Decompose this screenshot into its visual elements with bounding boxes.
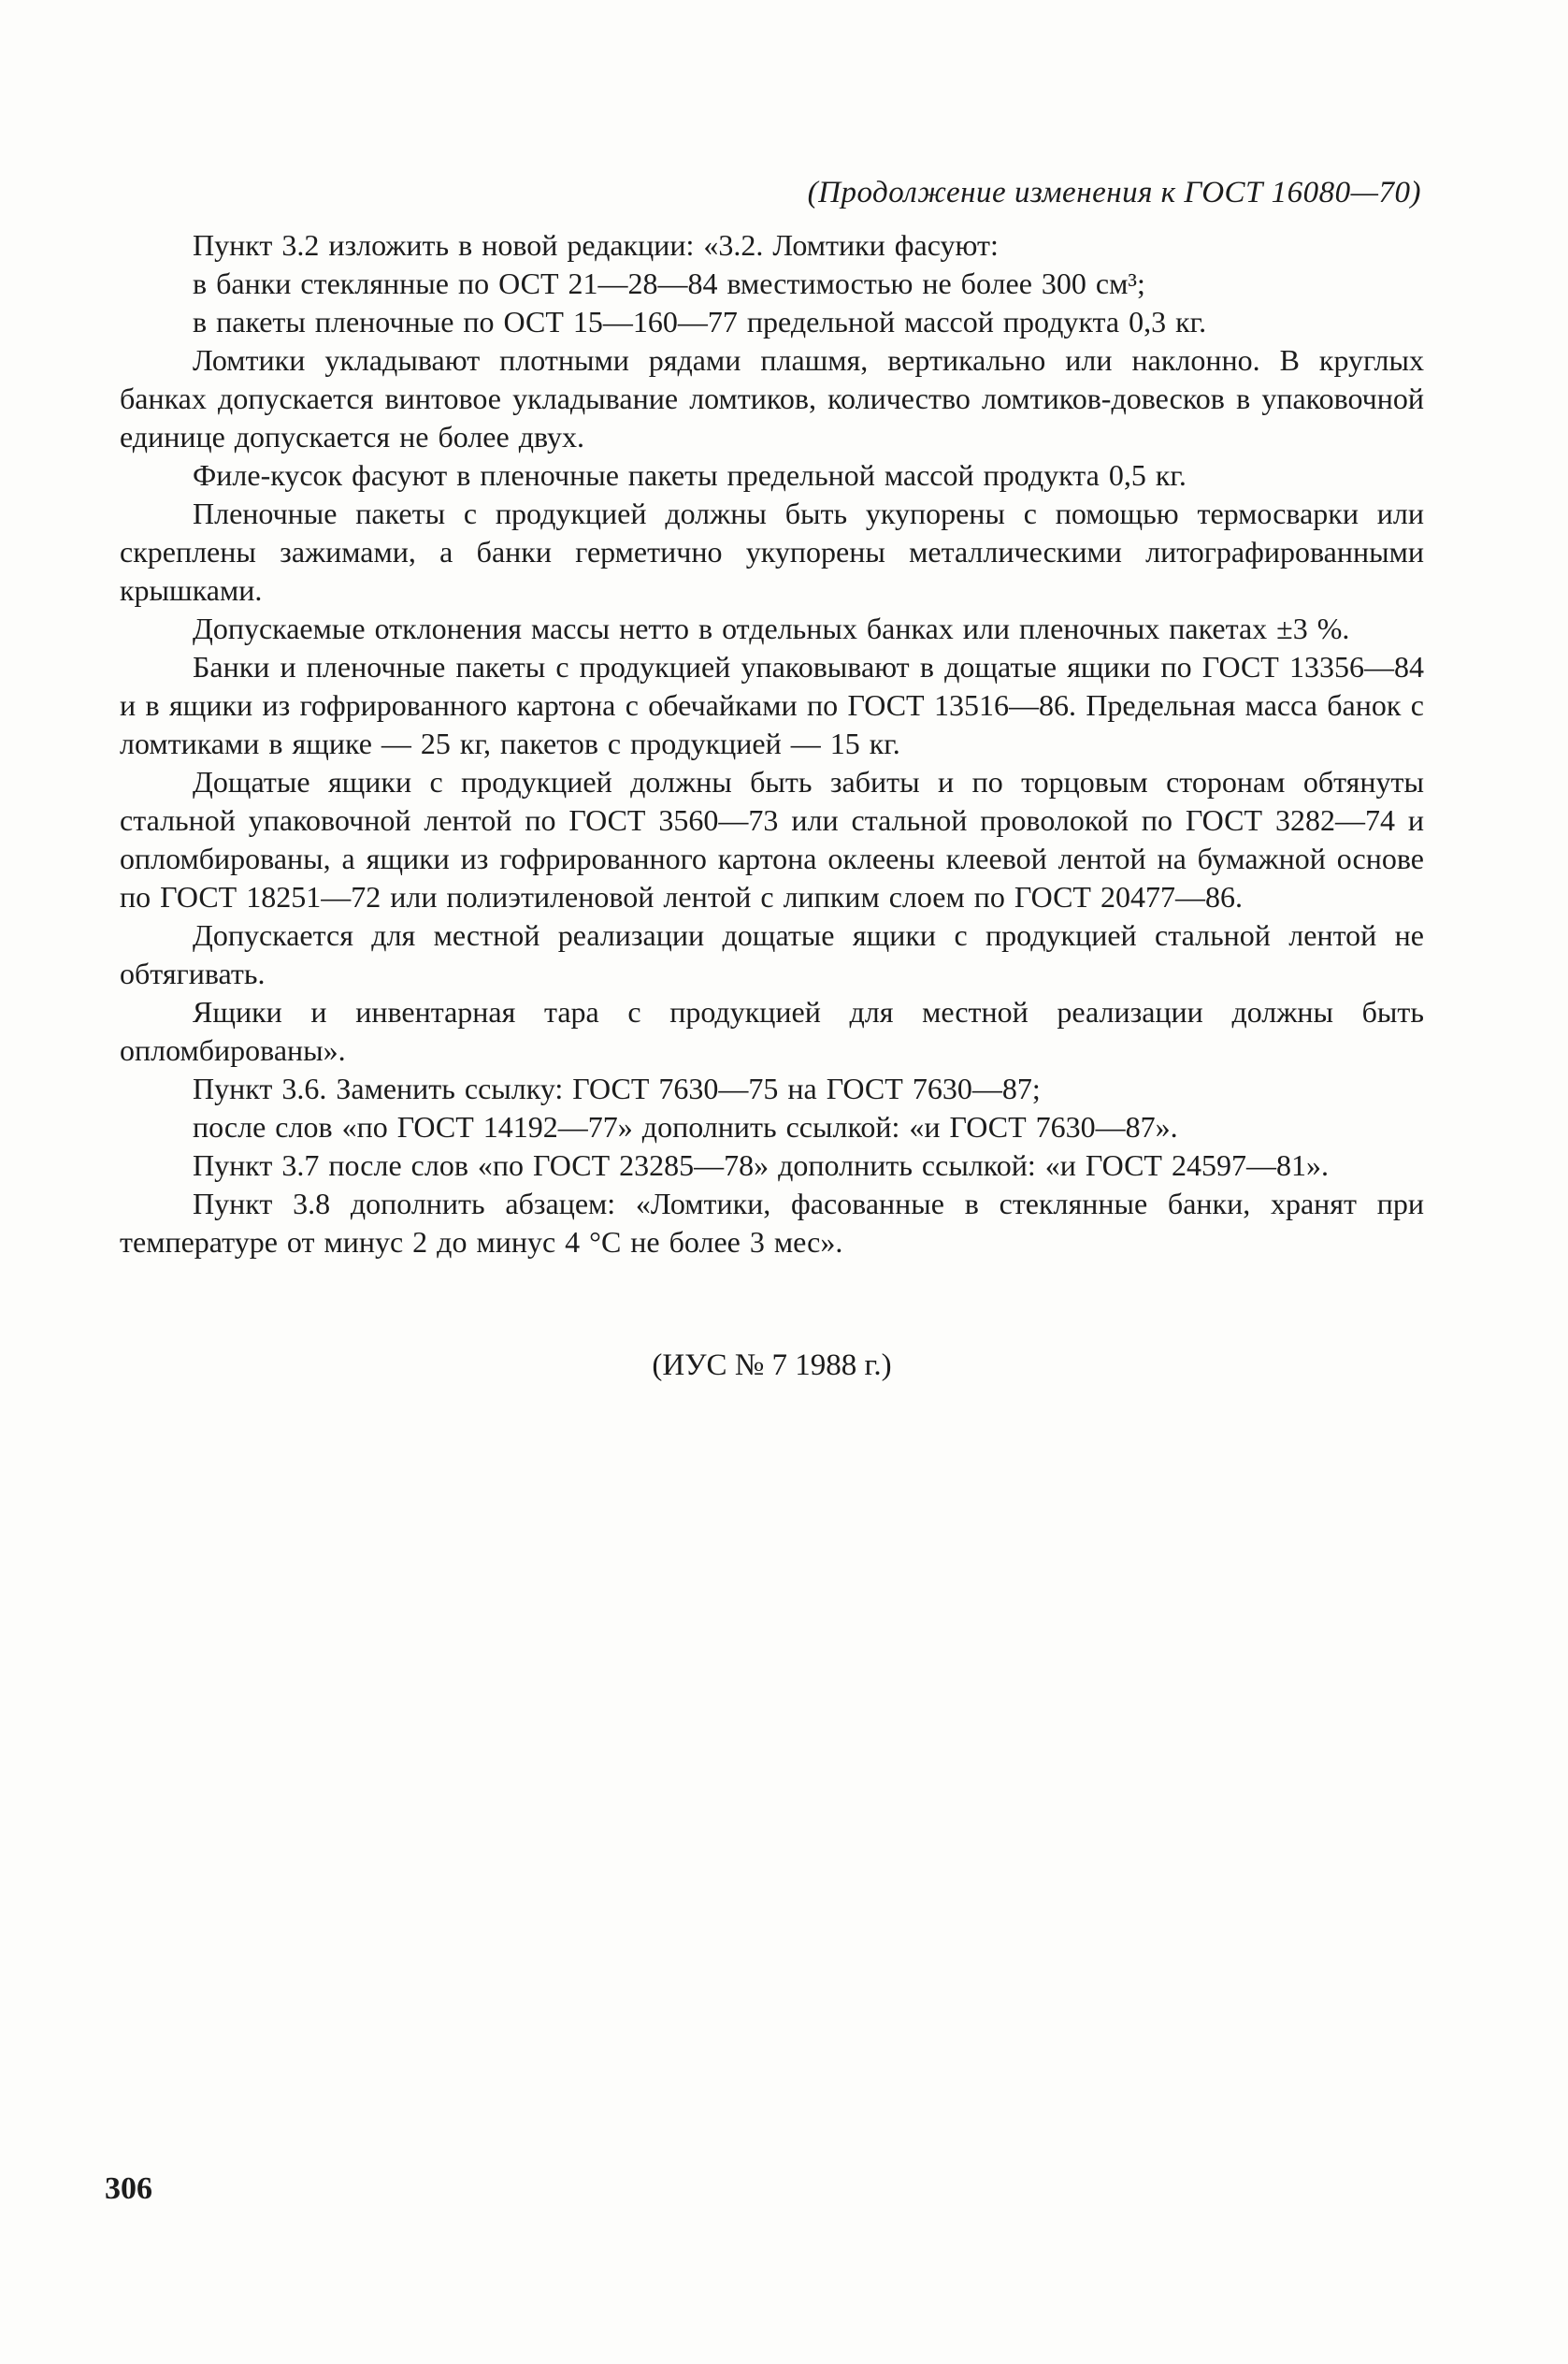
page-number: 306 (105, 2171, 152, 2206)
paragraph: Пункт 3.7 после слов «по ГОСТ 23285—78» дополнить ссылкой: «и ГОСТ 24597—81». (193, 1148, 1329, 1182)
paragraph: в пакеты пленочные по ОСТ 15—160—77 предельной массой продукта 0,3 кг. (193, 305, 1207, 339)
paragraph: Допускается для местной реализации дощатые ящики с продукцией стальной лентой не обтягивать. (120, 918, 1424, 990)
paragraph: в банки стеклянные по ОСТ 21—28—84 вместимостью не более 300 см³; (193, 267, 1145, 300)
continuation-header: (Продолжение изменения к ГОСТ 16080—70) (807, 176, 1421, 209)
paragraph: Пункт 3.6. Заменить ссылку: ГОСТ 7630—75 на ГОСТ 7630—87; (193, 1072, 1041, 1105)
paragraph: Ломтики укладывают плотными рядами плашмя, вертикально или наклонно. В круглых банках допускается винтовое укладывание ломтиков, количество ломтиков-довесков в упаковочной единице допускается не более двух. (120, 343, 1424, 454)
source-citation: (ИУС № 7 1988 г.) (652, 1348, 892, 1382)
paragraph: Банки и пленочные пакеты с продукцией упаковывают в дощатые ящики по ГОСТ 13356—84 и в ящики из гофрированного картона с обечайками по ГОСТ 13516—86. Предельная масса банок с ломтиками в ящике — 25 кг, пакетов с продукцией — 15 кг. (120, 650, 1424, 760)
paragraph: Филе-кусок фасуют в пленочные пакеты предельной массой продукта 0,5 кг. (193, 458, 1187, 492)
amendment-body (120, 226, 1424, 1261)
paragraph: Пленочные пакеты с продукцией должны быть укупорены с помощью термосварки или скреплены зажимами, а банки герметично укупорены металлическими литографированными крышками. (120, 497, 1424, 607)
paragraph: Допускаемые отклонения массы нетто в отдельных банках или пленочных пакетах ±3 %. (193, 612, 1350, 645)
paragraph: Ящики и инвентарная тара с продукцией для местной реализации должны быть опломбированы». (120, 995, 1424, 1067)
paragraph: Дощатые ящики с продукцией должны быть забиты и по торцовым сторонам обтянуты стальной упаковочной лентой по ГОСТ 3560—73 или стальной проволокой по ГОСТ 3282—74 и опломбированы, а ящики из гофрированного картона оклеены клеевой лентой на бумажной основе по ГОСТ 18251—72 или полиэтиленовой лентой с липким слоем по ГОСТ 20477—86. (120, 765, 1424, 914)
paragraph: Пункт 3.2 изложить в новой редакции: «3.2. Ломтики фасуют: (193, 228, 999, 262)
paragraph: после слов «по ГОСТ 14192—77» дополнить ссылкой: «и ГОСТ 7630—87». (193, 1110, 1178, 1144)
paragraph: Пункт 3.8 дополнить абзацем: «Ломтики, фасованные в стеклянные банки, хранят при температуре от минус 2 до минус 4 °С не более 3 мес». (120, 1187, 1424, 1259)
